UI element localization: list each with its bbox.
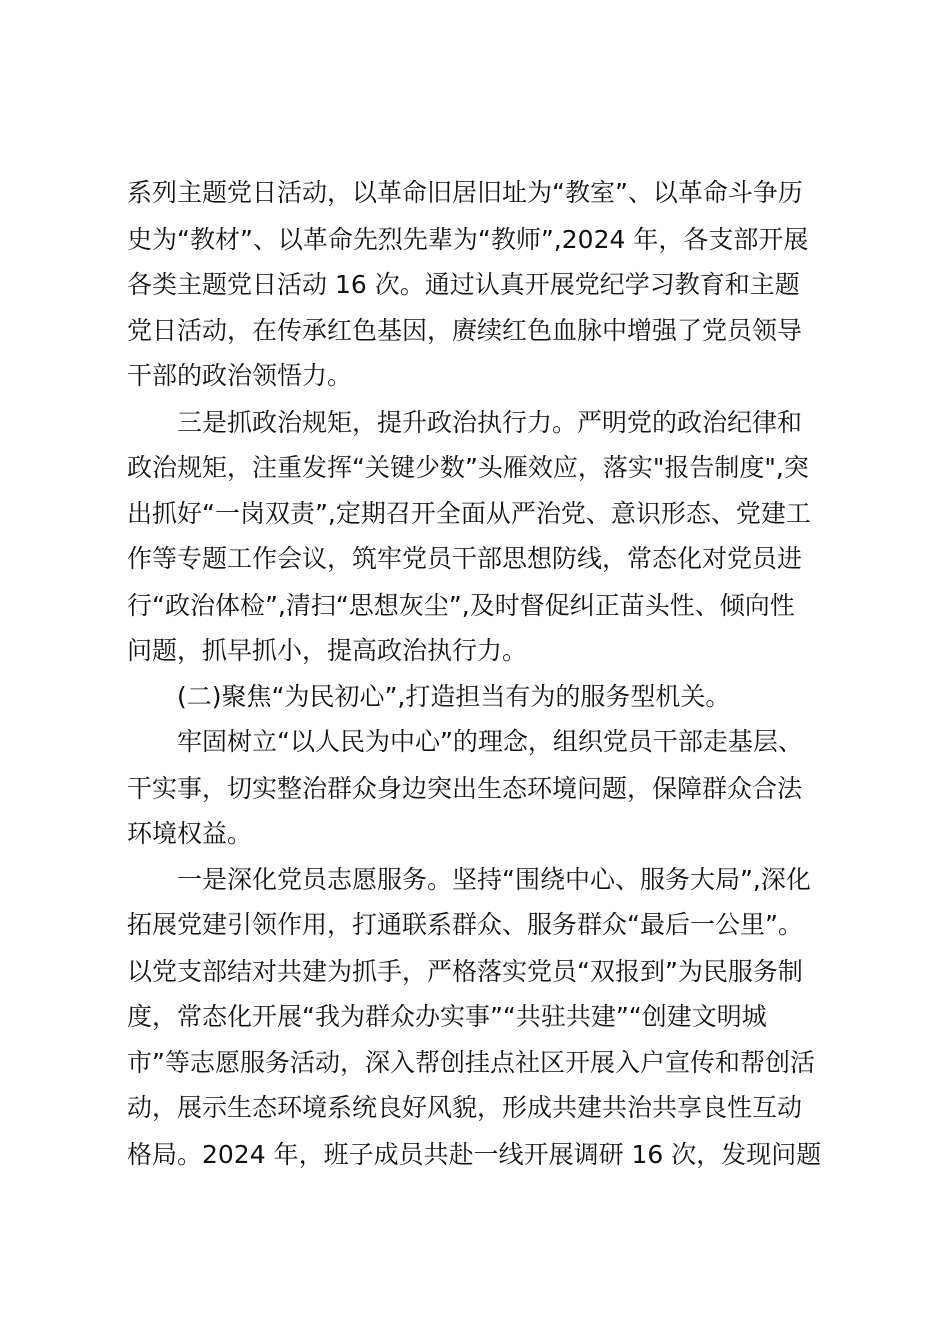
text-line: 问题，抓早抓小，提高政治执行力。 [127,636,528,665]
text-line: 动，展示生态环境系统良好风貌，形成共建共治共享良性互动 [127,1093,803,1122]
text-line: 拓展党建引领作用，打通联系群众、服务群众“最后一公里”。 [127,910,803,939]
text-line: 行“政治体检”,清扫“思想灰尘”,及时督促纠正苗头性、倾向性 [127,591,795,620]
text-line: 环境权益。 [127,819,253,848]
paragraph-first-line: 一是深化党员志愿服务。坚持“围绕中心、服务大局”,深化 [177,865,811,894]
text-line: 各类主题党日活动 16 次。通过认真开展党纪学习教育和主题 [127,270,800,299]
paragraph-first-line: 牢固树立“以人民为中心”的理念，组织党员干部走基层、 [177,727,803,756]
text-line: 系列主题党日活动，以革命旧居旧址为“教室”、以革命斗争历 [127,178,803,207]
text-line: 市”等志愿服务活动，深入帮创挂点社区开展入户宣传和帮创活 [127,1048,815,1077]
text-line: 格局。2024 年，班子成员共赴一线开展调研 16 次，发现问题 [127,1140,822,1169]
text-line: 政治规矩，注重发挥“关键少数”头雁效应，落实"报告制度",突 [127,453,809,482]
paragraph-first-line: 三是抓政治规矩，提升政治执行力。严明党的政治纪律和 [177,408,803,437]
text-line: 出抓好“一岗双责”,定期召开全面从严治党、意识形态、党建工 [127,499,811,528]
text-line: 史为“教材”、以革命先烈先辈为“教师”,2024 年，各支部开展 [127,225,809,254]
text-line: 干实事，切实整治群众身边突出生态环境问题，保障群众合法 [127,774,803,803]
text-line: 党日活动，在传承红色基因，赓续红色血脉中增强了党员领导 [127,316,803,345]
section-heading: (二)聚焦“为民初心”,打造担当有为的服务型机关。 [177,682,731,711]
text-line: 作等专题工作会议，筑牢党员干部思想防线，常态化对党员进 [127,544,803,573]
text-line: 干部的政治领悟力。 [127,361,353,390]
text-line: 以党支部结对共建为抓手，严格落实党员“双报到”为民服务制 [127,957,803,986]
text-line: 度，常态化开展“我为群众办实事”“共驻共建”“创建文明城 [127,1002,767,1031]
